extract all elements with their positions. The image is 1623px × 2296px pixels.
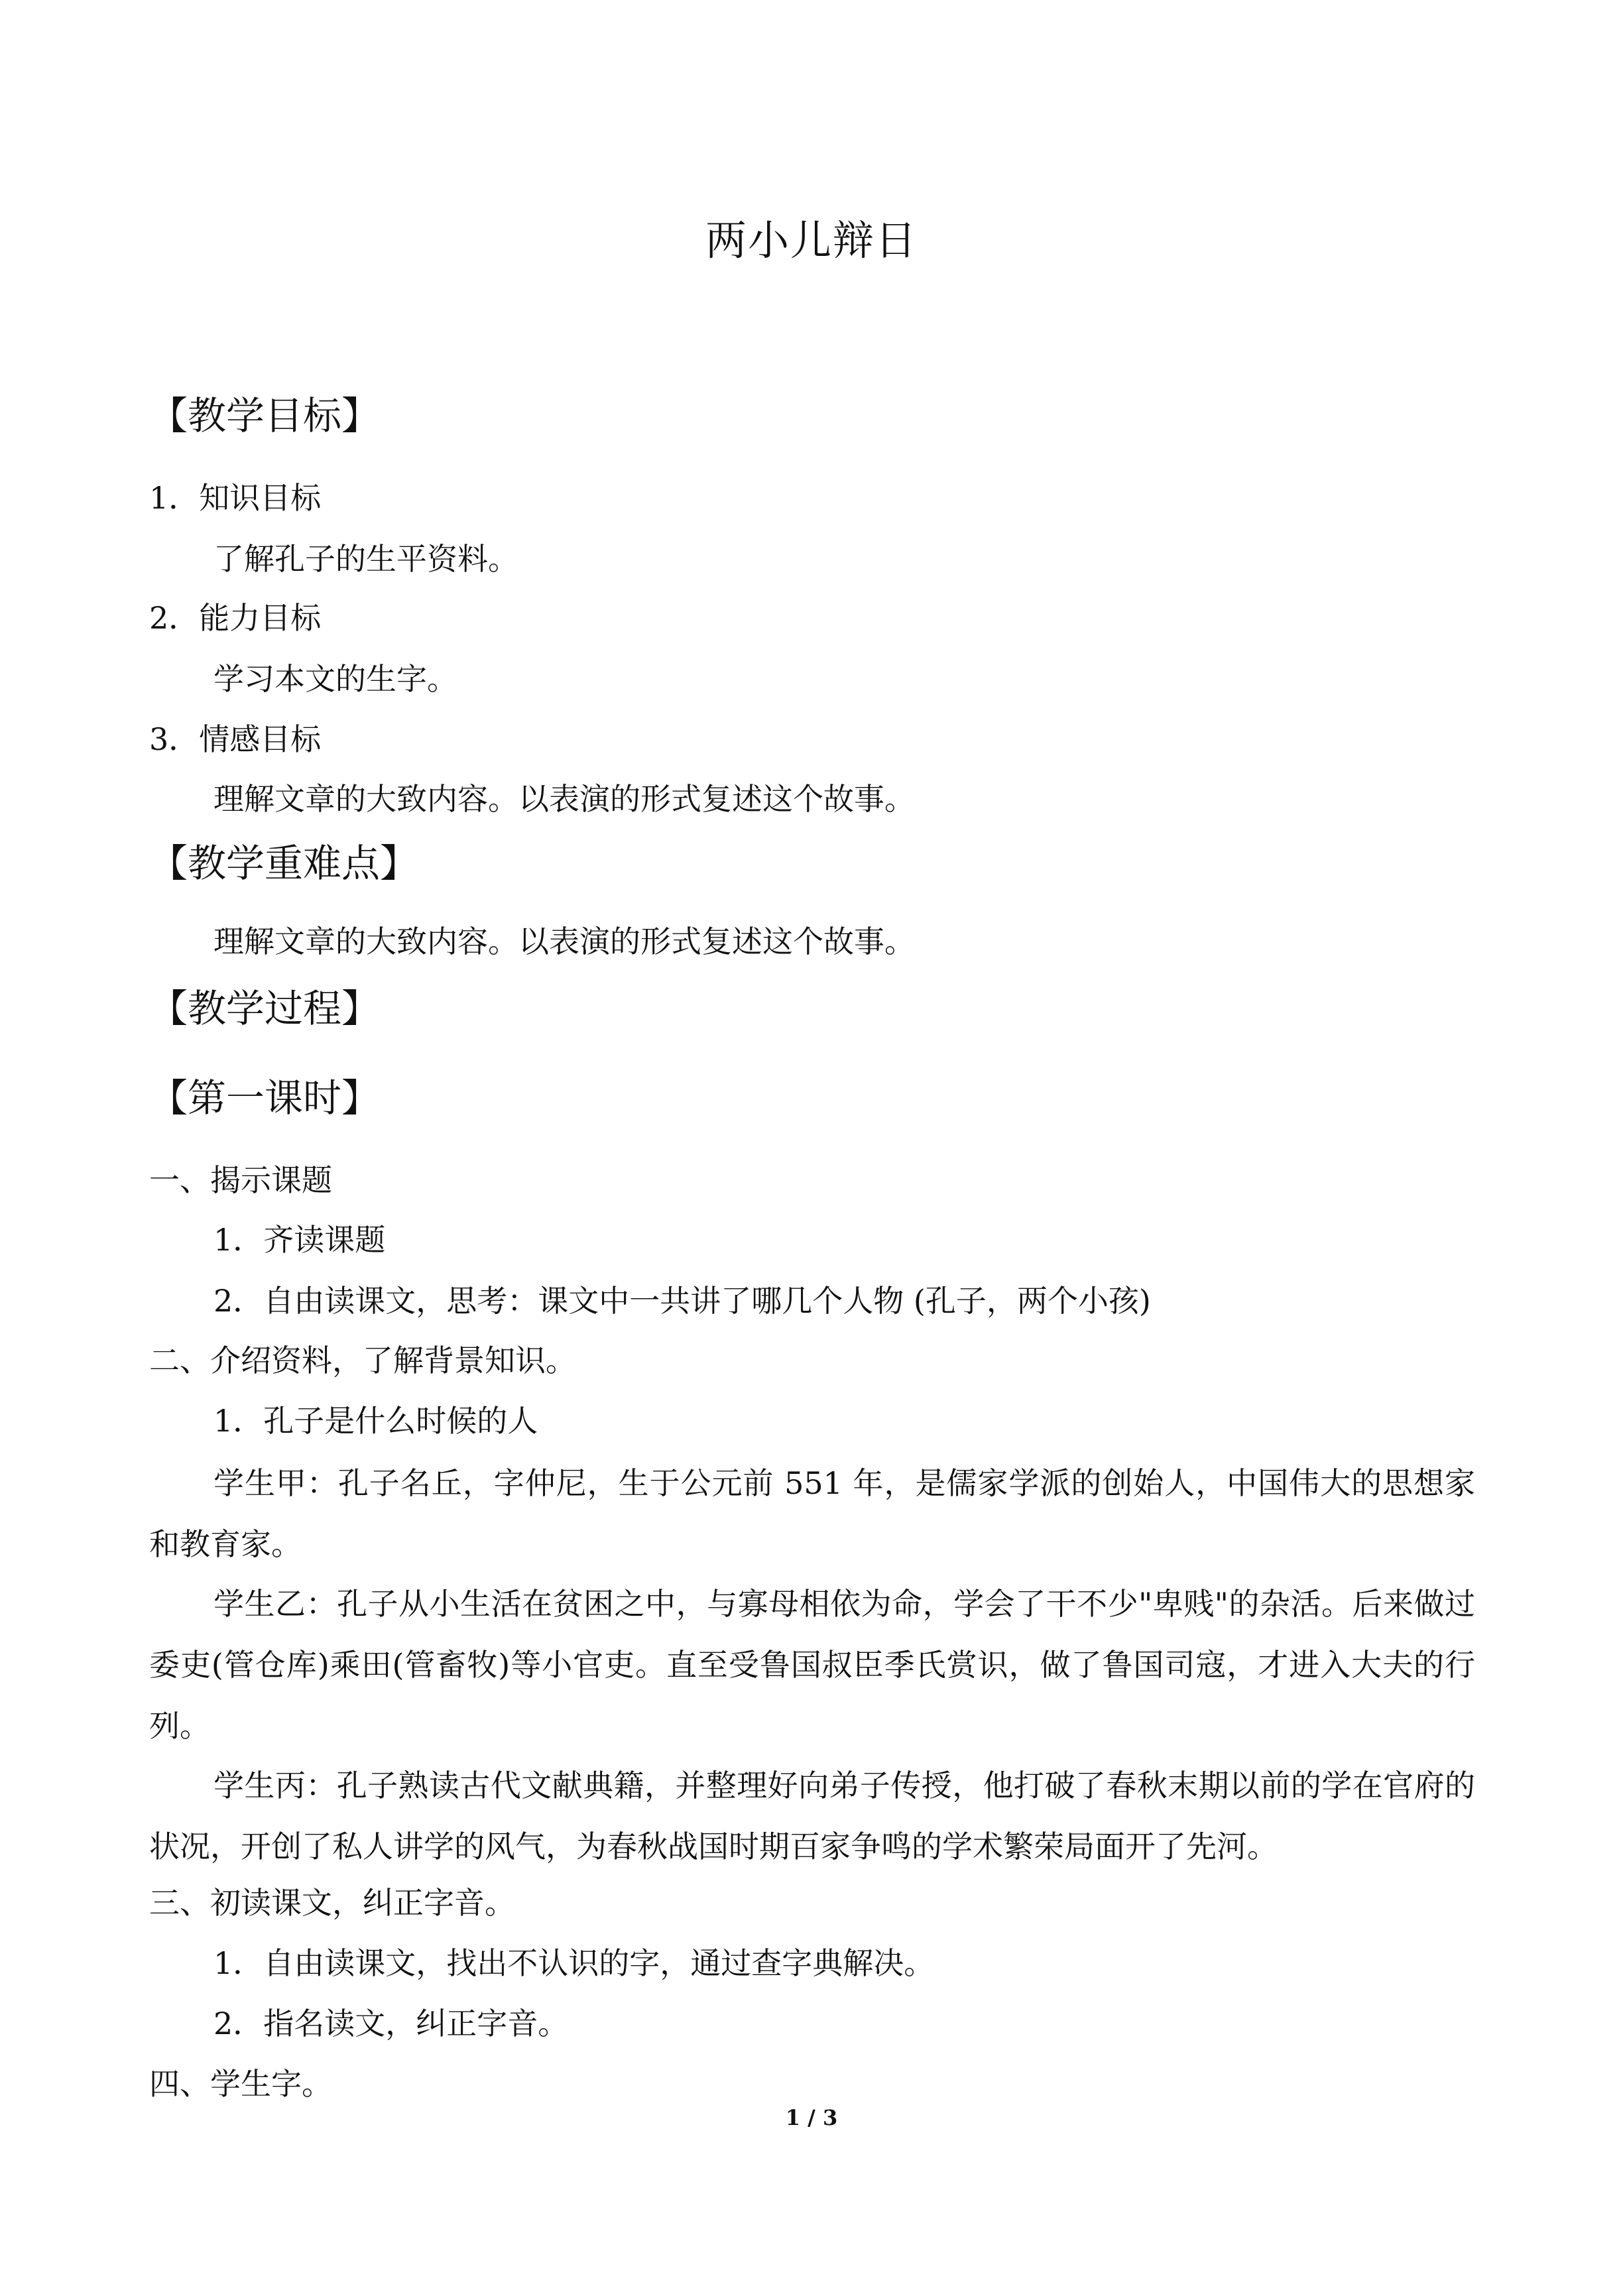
keypoints-heading: 【教学重难点】	[149, 841, 419, 886]
step-1: 一、揭示课题	[149, 1162, 332, 1198]
step-2: 二、介绍资料，了解背景知识。	[149, 1343, 576, 1378]
page-number: 1 / 3	[785, 2105, 838, 2130]
page-title: 两小儿辩日	[705, 216, 918, 265]
step-4: 四、学生字。	[149, 2066, 332, 2102]
objective-2-text: 学习本文的生字。	[213, 661, 457, 697]
step-3-item-2: 2．指名读文，纠正字音。	[213, 2006, 569, 2041]
student-b-paragraph: 学生乙：孔子从小生活在贫困之中，与寡母相依为命，学会了干不少"卑贱"的杂活。后来做过委吏(管仓库)乘田(管畜牧)等小官吏。直至受鲁国叔臣季氏赏识，做了鲁国司寇，才进入大夫的行列。	[149, 1586, 1475, 1744]
step-1-item-2: 2．自由读课文，思考：课文中一共讲了哪几个人物 (孔子，两个小孩)	[213, 1283, 1151, 1319]
objective-1-text: 了解孔子的生平资料。	[213, 541, 518, 577]
step-3-item-1: 1．自由读课文，找出不认识的字，通过查字典解决。	[213, 1945, 935, 1981]
objective-3-label: 3．情感目标	[149, 721, 322, 757]
objective-1-label: 1．知识目标	[149, 480, 322, 516]
process-heading: 【教学过程】	[149, 986, 381, 1031]
keypoints-text: 理解文章的大致内容。以表演的形式复述这个故事。	[213, 924, 915, 959]
step-1-item-1: 1．齐读课题	[213, 1222, 386, 1258]
objective-3-text: 理解文章的大致内容。以表演的形式复述这个故事。	[213, 781, 915, 817]
step-3: 三、初读课文，纠正字音。	[149, 1885, 515, 1921]
student-c-paragraph: 学生丙：孔子熟读古代文献典籍，并整理好向弟子传授，他打破了春秋末期以前的学在官府的状况，开创了私人讲学的风气，为春秋战国时期百家争鸣的学术繁荣局面开了先河。	[149, 1768, 1475, 1864]
student-a-paragraph: 学生甲：孔子名丘，字仲尼，生于公元前 551 年，是儒家学派的创始人，中国伟大的思想家和教育家。	[149, 1465, 1475, 1562]
objectives-heading: 【教学目标】	[149, 393, 381, 438]
objective-2-label: 2．能力目标	[149, 600, 322, 636]
step-2-item-1: 1．孔子是什么时候的人	[213, 1403, 538, 1439]
lesson-1-heading: 【第一课时】	[149, 1075, 381, 1120]
